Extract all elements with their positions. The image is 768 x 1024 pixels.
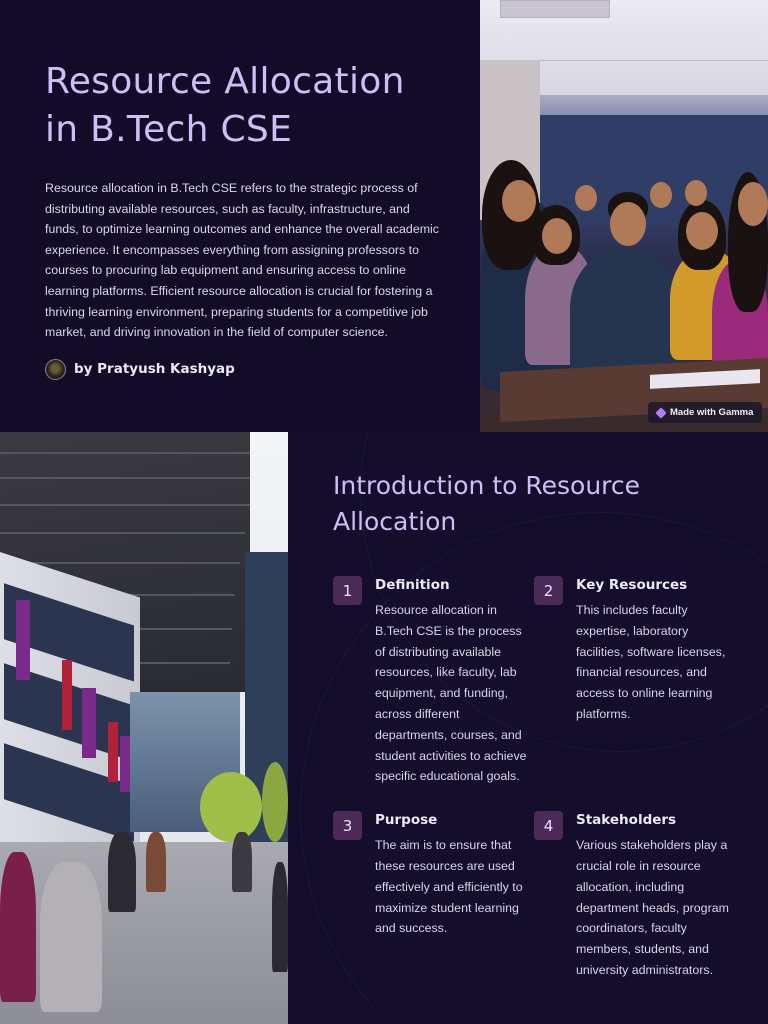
card-title: Definition — [375, 577, 450, 593]
card-title: Key Resources — [576, 577, 688, 593]
card-number-badge: 1 — [333, 576, 362, 605]
slide-title — [0, 0, 768, 432]
page-title: Resource Allocation in B.Tech CSE — [45, 61, 405, 150]
card-number-badge: 3 — [333, 811, 362, 840]
card-text: Resource allocation in B.Tech CSE is the process of distributing available resources, like faculty, lab equipment, and funding, across different departments, courses, and student activities to achieve specific educational goals. — [375, 603, 527, 784]
gamma-logo-icon — [655, 407, 666, 418]
card-text: The aim is to ensure that these resources are used effectively and efficiently to maximize student learning and success. — [375, 838, 523, 936]
intro-paragraph: Resource allocation in B.Tech CSE refers to the strategic process of distributing available resources, such as faculty, infrastructure, and funds, to optimize learning outcomes and enhance the overall academic experience. It encompasses everything from assigning professors to courses to procuring lab equipment and ensuring access to online learning platforms. Efficient resource allocation is crucial for fostering a thriving learning environment, preparing students for a competitive job market, and driving innovation in the field of computer science. — [45, 181, 439, 340]
info-card-key-resources — [534, 576, 735, 787]
made-with-gamma-badge[interactable] — [648, 402, 762, 423]
info-card-purpose — [333, 811, 534, 981]
author-line — [45, 359, 440, 380]
campus-photo — [0, 432, 288, 1024]
card-number-badge: 4 — [534, 811, 563, 840]
badge-label: Made with Gamma — [670, 407, 754, 418]
info-grid — [333, 576, 753, 981]
card-number-badge: 2 — [534, 576, 563, 605]
card-title: Purpose — [375, 812, 438, 829]
info-card-stakeholders — [534, 811, 735, 981]
author-name: by Pratyush Kashyap — [74, 361, 235, 378]
avatar — [45, 359, 66, 380]
card-text: This includes faculty expertise, laboratory facilities, software licenses, financial resources, and access to online learning platforms. — [576, 603, 726, 721]
info-card-definition — [333, 576, 534, 787]
section-title: Introduction to Resource Allocation — [333, 471, 641, 536]
slide-introduction — [0, 432, 768, 1024]
card-title: Stakeholders — [576, 812, 677, 829]
classroom-photo — [480, 0, 768, 432]
title-text-area — [45, 58, 440, 380]
introduction-content — [333, 432, 753, 981]
card-text: Various stakeholders play a crucial role in resource allocation, including department heads, program coordinators, faculty members, students, and university administrators. — [576, 838, 729, 977]
